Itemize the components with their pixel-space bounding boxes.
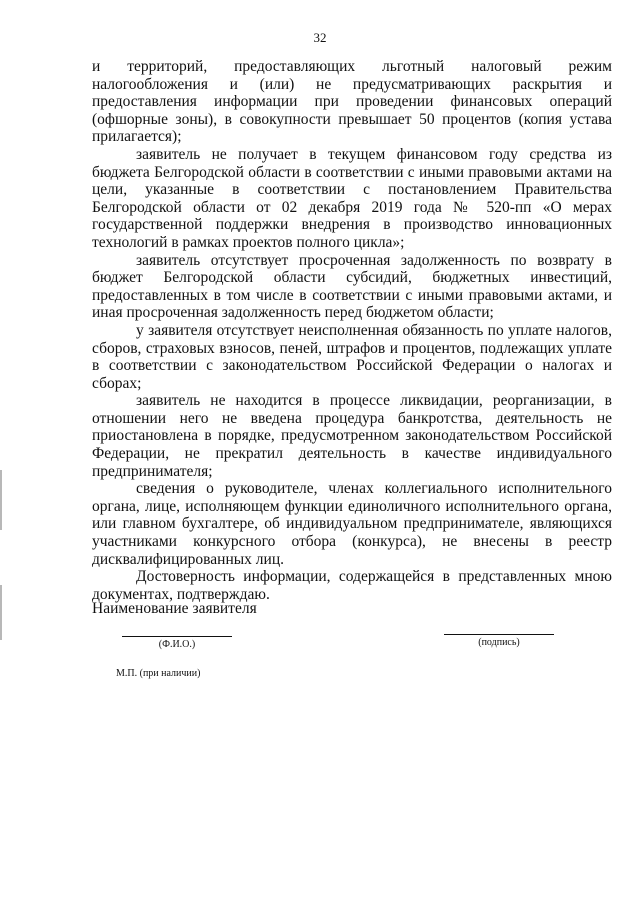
paragraph-offshore-continuation: и территорий, предоставляющих льготный налоговый режим налогообложения и (или) не предусматривающих раскрытия и предоставления информации при проведении финансовых операций (офшорные зоны), в совокупности превышает 50 процентов (копия устава прилагается);: [92, 58, 612, 146]
signature-field: [444, 634, 554, 648]
paragraph-certification: Достоверность информации, содержащейся в представленных мною документах, подтверждаю.: [92, 568, 612, 603]
fio-line: [122, 636, 232, 637]
paragraph-not-disqualified: сведения о руководителе, членах коллегиального исполнительного органа, лице, исполняющем функции единоличного исполнительного органа, или главном бухгалтере, об индивидуальном предпринимателе, являющихся участниками конкурсного отбора (конкурса), не внесены в реестр дисквалифицированных лиц.: [92, 480, 612, 568]
signature-caption: (подпись): [478, 637, 520, 648]
paragraph-no-tax-arrears: у заявителя отсутствует неисполненная обязанность по уплате налогов, сборов, страховых взносов, пеней, штрафов и процентов, подлежащих уплате в соответствии с законодательством Российской Федерации о налогах и сборах;: [92, 321, 612, 392]
stamp-note: М.П. (при наличии): [116, 668, 201, 679]
fio-signature-field: [122, 636, 232, 650]
paragraph-not-in-liquidation: заявитель не находится в процессе ликвидации, реорганизации, в отношении него не введена процедура банкротства, деятельность не приостановлена в порядке, предусмотренном законодательством Российской Федерации, не прекратил деятельность в качестве индивидуального предпринимателя;: [92, 392, 612, 480]
scan-edge-mark: [0, 470, 2, 530]
scan-edge-mark: [0, 585, 2, 640]
page-number: 32: [313, 30, 327, 45]
fio-caption: (Ф.И.О.): [158, 639, 196, 650]
applicant-name-label: Наименование заявителя: [92, 600, 257, 617]
paragraph-no-overdue-debt: заявитель отсутствует просроченная задолженность по возврату в бюджет Белгородской области субсидий, бюджетных инвестиций, предоставленных в том числе в соответствии с иными правовыми актами, и иная просроченная задолженность перед бюджетом области;: [92, 251, 612, 322]
signature-line: [444, 634, 554, 635]
paragraph-no-budget-funds: заявитель не получает в текущем финансовом году средства из бюджета Белгородской области в соответствии с иными правовыми актами на цели, указанные в соответствии с постановлением Правительства Белгородской области от 02 декабря 2019 года № 520-пп «О мерах государственной поддержки внедрения в производство инновационных технологий в рамках проектов полного цикла»;: [92, 145, 612, 251]
document-body: [92, 58, 612, 603]
